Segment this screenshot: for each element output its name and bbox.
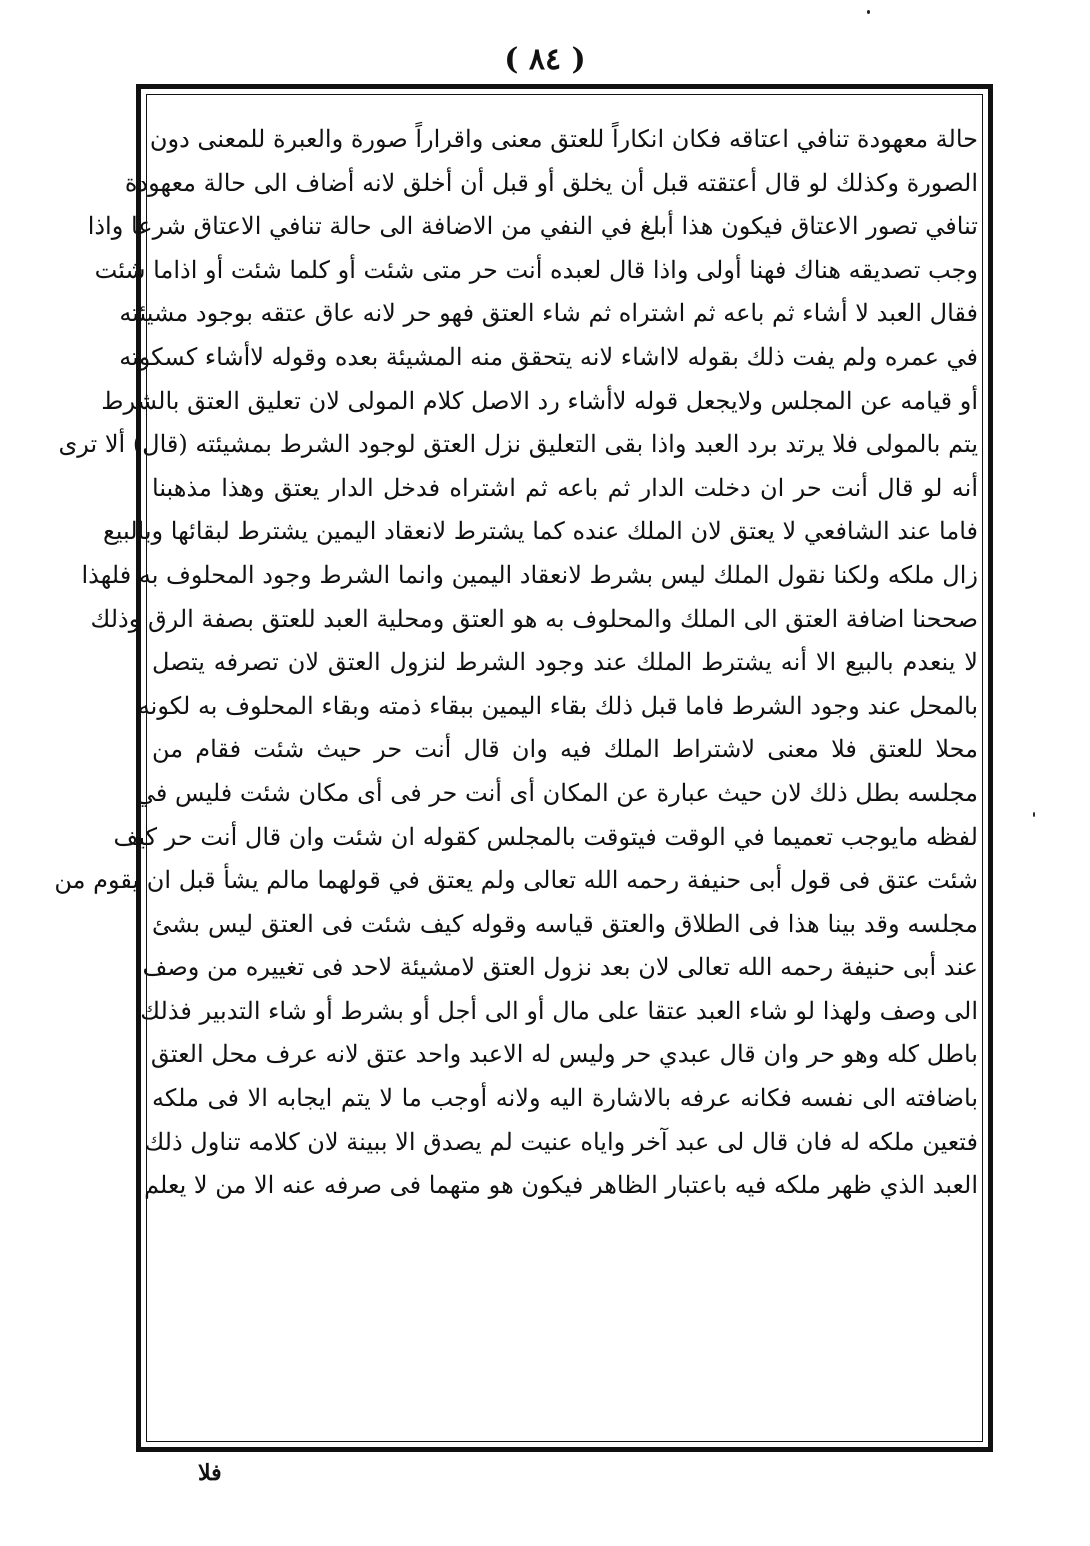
text-line: يتم بالمولى فلا يرتد برد العبد واذا بقى التعليق نزل العتق لوجود الشرط بمشيئته (قال) ألا ترى (58, 430, 978, 459)
scan-speck (1033, 812, 1035, 817)
text-line: فاما عند الشافعي لا يعتق لان الملك عنده كما يشترط لانعقاد اليمين يشترط لبقائها وبالبيع (102, 517, 978, 546)
text-line: فقال العبد لا أشاء ثم باعه ثم اشتراه ثم شاء العتق فهو حر لانه عاق عتقه بوجود مشيئته (119, 299, 978, 328)
text-line: وجب تصديقه هناك فهنا أولى واذا قال لعبده أنت حر متى شئت أو كلما شئت أو اذاما شئت (94, 255, 978, 284)
catchword: فلا (198, 1460, 222, 1486)
text-line: زال ملكه ولكنا نقول الملك ليس بشرط لانعقاد اليمين وانما الشرط وجود المحلوف به فلهذا (81, 560, 978, 589)
text-line: مجلسه بطل ذلك لان حيث عبارة عن المكان أى أنت حر فى أى مكان شئت فليس في (135, 778, 978, 807)
text-line: تنافي تصور الاعتاق فيكون هذا أبلغ في النفي من الاضافة الى حالة تنافي الاعتاق شرعا واذا (87, 212, 978, 241)
text-line: الصورة وكذلك لو قال أعتقته قبل أن يخلق أو قبل أن أخلق لانه أضاف الى حالة معهودة (124, 168, 978, 197)
page-number: ( ٨٤ ) (504, 42, 586, 77)
text-line: باضافته الى نفسه فكانه عرفه بالاشارة اليه ولانه أوجب ما لا يتم ايجابه الا فى ملكه (152, 1084, 978, 1113)
text-line: صححنا اضافة العتق الى الملك والمحلوف به هو العتق ومحلية العبد للعتق بصفة الرق وذلك (90, 604, 978, 633)
text-line: أنه لو قال أنت حر ان دخلت الدار ثم باعه ثم اشتراه فدخل الدار يعتق وهذا مذهبنا (152, 473, 978, 502)
text-line: في عمره ولم يفت ذلك بقوله لااشاء لانه يتحقق منه المشيئة بعده وقوله لاأشاء كسكوته (119, 342, 978, 371)
text-line: بالمحل عند وجود الشرط فاما قبل ذلك بقاء اليمين ببقاء ذمته وبقاء المحلوف به لكونه (137, 691, 978, 720)
text-line: مجلسه وقد بينا هذا فى الطلاق والعتق قياسه وقوله كيف شئت فى العتق ليس بشئ (152, 909, 978, 938)
text-line: لا ينعدم بالبيع الا أنه يشترط الملك عند وجود الشرط لنزول العتق لان تصرفه يتصل (152, 648, 978, 677)
text-line: لفظه مايوجب تعميما في الوقت فيتوقت بالمجلس كقوله ان شئت وان قال أنت حر كيف (113, 822, 978, 851)
text-line: عند أبى حنيفة رحمه الله تعالى لان بعد نزول العتق لامشيئة لاحد فى تغييره من وصف (142, 953, 978, 982)
text-block (54, 118, 978, 1428)
text-line: العبد الذي ظهر ملكه فيه باعتبار الظاهر فيكون هو متهما فى صرفه عنه الا من لا يعلم (144, 1171, 978, 1200)
text-line: حالة معهودة تنافي اعتاقه فكان انكاراً للعتق معنى واقراراً صورة والعبرة للمعنى دون (149, 125, 978, 153)
text-line: أو قيامه عن المجلس ولايجعل قوله لاأشاء رد الاصل كلام المولى لان تعليق العتق بالشرط (101, 386, 978, 415)
text-line: فتعين ملكه له فان قال لى عبد آخر واياه عنيت لم يصدق الا ببينة لان كلامه تناول ذلك (144, 1127, 978, 1156)
text-line: شئت عتق فى قول أبى حنيفة رحمه الله تعالى ولم يعتق في قولهما مالم يشأ قبل ان يقوم من (54, 866, 978, 895)
text-line: باطل كله وهو حر وان قال عبدي حر وليس له الاعبد واحد عتق لانه عرف محل العتق (150, 1040, 978, 1069)
scan-speck (867, 10, 870, 14)
text-line: محلا للعتق فلا معنى لاشتراط الملك فيه وان قال أنت حر حيث شئت فقام من (152, 735, 978, 764)
text-line: الى وصف ولهذا لو شاء العبد عتقا على مال أو الى أجل أو بشرط أو شاء التدبير فذلك (140, 996, 978, 1025)
